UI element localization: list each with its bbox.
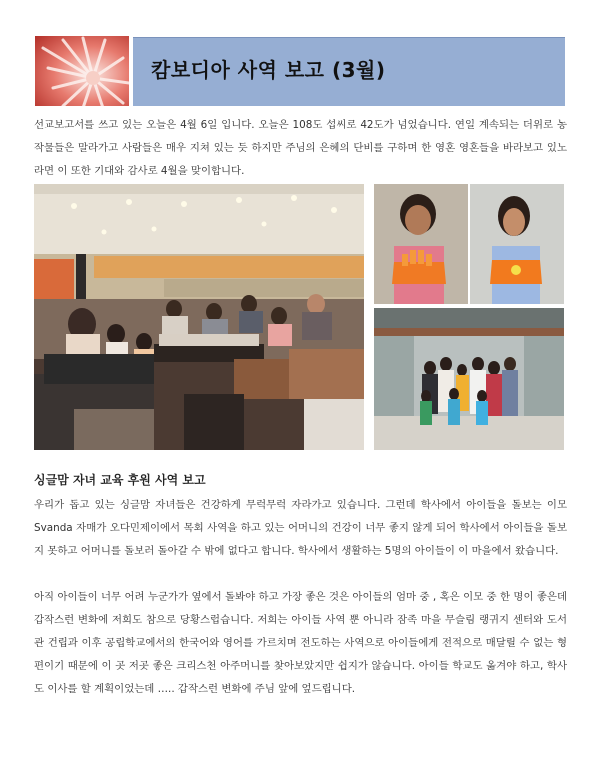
page-title: 캄보디아 사역 보고 (3월): [151, 58, 386, 82]
section-heading: 싱글맘 자녀 교육 후원 사역 보고: [34, 473, 206, 487]
header-flower-photo: [35, 36, 129, 106]
children-handprint-photo: [374, 184, 564, 304]
section-paragraph-2: 아직 아이들이 너무 어려 누군가가 옆에서 돌봐야 하고 가장 좋은 것은 아이들의 엄마 중 , 혹은 이모 중 한 명이 좋은데 갑작스런 변화에 저희도 참으로 당황스럽습니다. 저희는 아이들 사역 뿐 아니라 잠족 마을 무슬림 랭귀지 센터와 도서관 건립과 이후 공립학교에서의 한국어와 영어를 가르치며 전도하는 사역으로 아이들에게 전적으로 매달릴 수 없는 형편이기 때문에 이 곳 저곳 좋은 크리스천 아주머니를 찾아보았지만 쉽지가 않습니다. 아이들 학교도 옮겨야 하고, 학사도 이사를 할 계획이었는데 ….. 갑작스런 변화에 주님 앞에 엎드립니다.: [34, 591, 567, 695]
restaurant-group-photo: [34, 184, 364, 450]
gerbera-flower-icon: [35, 36, 129, 106]
family-group-photo: [374, 308, 564, 450]
title-banner: [133, 37, 565, 106]
section-paragraph-1: 우리가 돕고 있는 싱글맘 자녀들은 건강하게 무럭무럭 자라가고 있습니다. 그런데 학사에서 아이들을 돌보는 이모 Svanda 자매가 오다민제이에서 목회 사역을 하고 있는 어머니의 건강이 너무 좋지 않게 되어 학사에서 아이들을 돌보지 못하고 어머니를 돌보러 돌아갈 수 밖에 없다고 합니다. 학사에서 생활하는 5명의 아이들이 이 마을에서 왔습니다.: [34, 499, 567, 557]
intro-paragraph: 선교보고서를 쓰고 있는 오늘은 4월 6일 입니다. 오늘은 108도 섭씨로 42도가 넘었습니다. 연일 계속되는 더위로 농작물들은 말라가고 사람들은 매우 지쳐 있는 듯 하지만 주님의 은혜의 단비를 구하며 한 영혼 영혼들을 바라보고 있노라면 이 또한 기대와 감사로 4월을 맞이합니다.: [34, 119, 567, 177]
